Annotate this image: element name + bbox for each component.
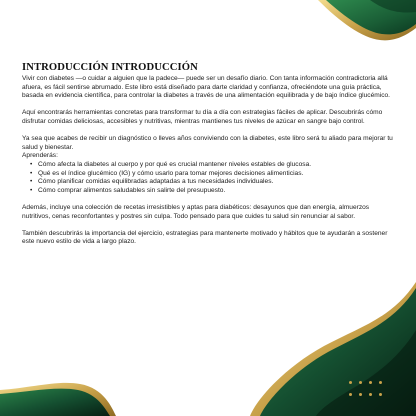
gold-dot xyxy=(369,393,372,396)
learn-list xyxy=(22,161,394,195)
list-item: • Cómo comprar alimentos saludables sin salirte del presupuesto. xyxy=(38,187,394,196)
list-item: • Qué es el índice glucémico (IG) y cómo usarlo para tomar mejores decisiones alimenticias. xyxy=(38,170,394,179)
intro-paragraph: Vivir con diabetes —o cuidar a alguien que la padece— puede ser un desafío diario. Con tanta información contradictoria allá afuera, es fácil sentirse abrumado. Este libro está diseñado para darte claridad y confianza, ofreciéndote una guía práctica, basada en evidencia científica, para controlar la diabetes a través de una alimentación equilibrada y de bajo índice glucémico. xyxy=(22,75,391,100)
gold-dot xyxy=(379,381,382,384)
learn-heading: Aprenderás: xyxy=(22,152,58,160)
gold-dot xyxy=(349,393,352,396)
top-right-wave xyxy=(318,0,416,40)
exercise-paragraph: También descubrirás la importancia del ejercicio, estrategias para mantenerte motivado y hábitos que te ayudarán a sostener este nuevo estilo de vida a largo plazo. xyxy=(22,229,388,246)
tools-paragraph: Aquí encontrarás herramientas concretas para transformar tu día a día con estrategias fáciles de aplicar. Descubrirás cómo disfrutar comidas deliciosas, accesibles y nutritivas, mientras mantienes tus niveles de azúcar en sangre bajo control. xyxy=(22,109,383,125)
recipes-paragraph: Además, incluye una colección de recetas irresistibles y aptas para diabéticos: desayunos que dan energía, almuerzos nutritivos, cenas reconfortantes y postres sin culpa. Todo pensado para que cuides tu salud sin renunciar al sabor. xyxy=(22,203,370,220)
list-item: • Cómo afecta la diabetes al cuerpo y por qué es crucial mantener niveles estables de glucosa. xyxy=(38,161,394,170)
ally-paragraph: Ya sea que acabes de recibir un diagnóstico o lleves años conviviendo con la diabetes, este libro será tu aliado para mejorar tu salud y bienestar. xyxy=(22,135,393,151)
list-item: • Cómo planificar comidas equilibradas adaptadas a tus necesidades individuales. xyxy=(38,178,394,187)
bottom-right-wave xyxy=(250,282,416,416)
document-body xyxy=(22,62,394,255)
gold-dot xyxy=(359,393,362,396)
bottom-left-wave xyxy=(0,383,116,416)
gold-dot xyxy=(359,381,362,384)
gold-dot xyxy=(349,381,352,384)
page-title: INTRODUCCIÓN INTRODUCCIÓN xyxy=(22,62,198,73)
gold-dot xyxy=(379,393,382,396)
gold-dot xyxy=(369,381,372,384)
